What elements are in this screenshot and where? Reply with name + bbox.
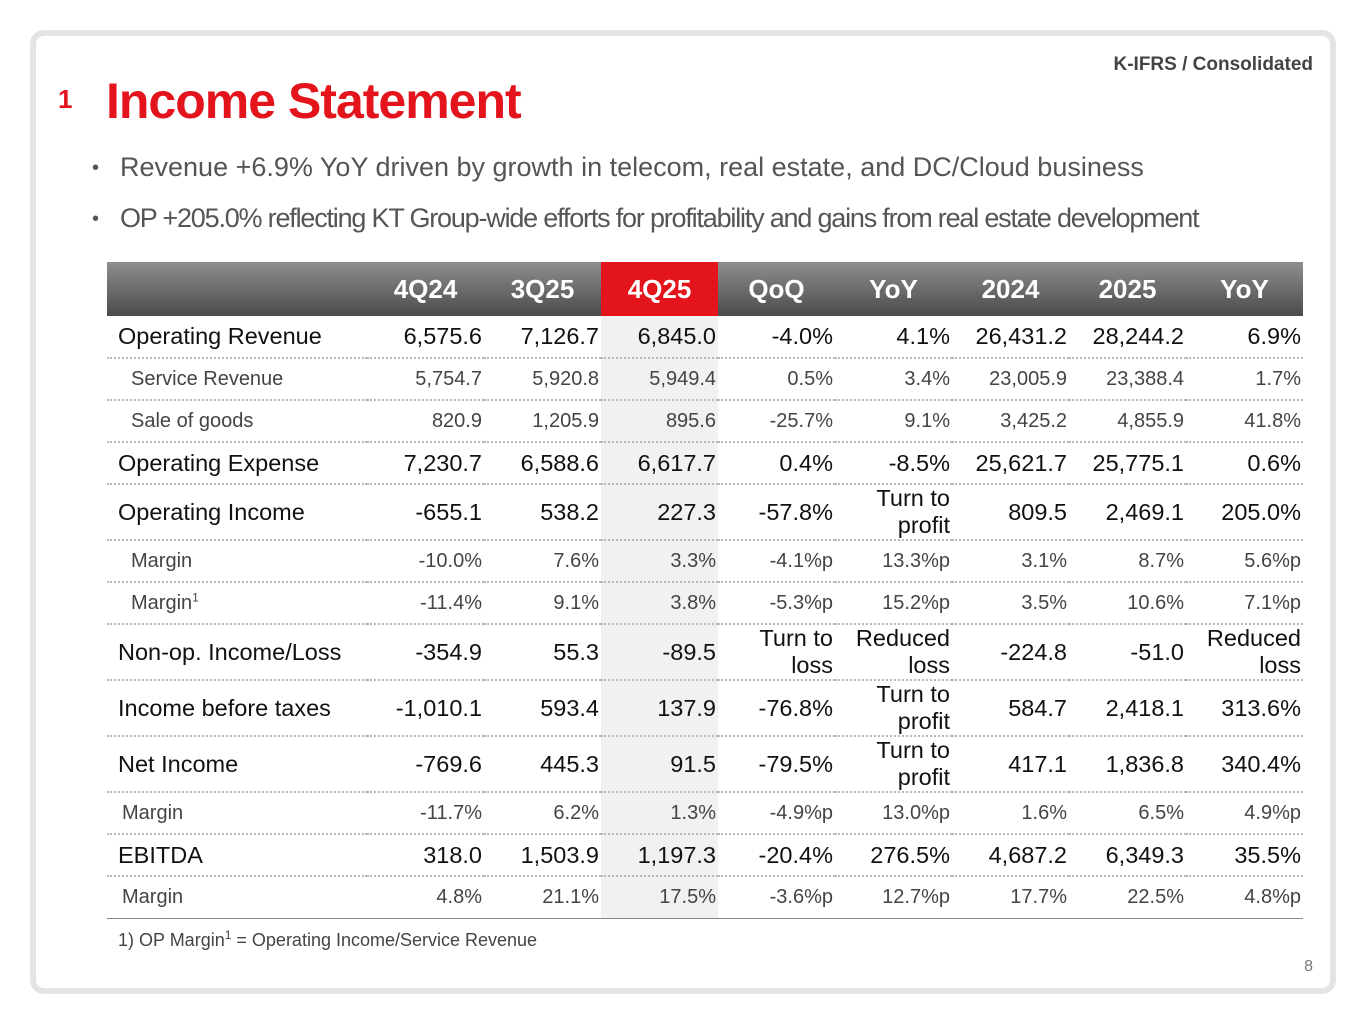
table-cell: -51.0	[1069, 624, 1186, 680]
table-cell: -4.9%p	[718, 792, 835, 834]
page-title: Income Statement	[106, 73, 521, 129]
table-cell: 8.7%	[1069, 540, 1186, 582]
table-cell: 6,845.0	[601, 316, 718, 358]
row-ebitda	[107, 834, 1303, 876]
row-income-before-taxes	[107, 680, 1303, 736]
table-cell: -89.5	[601, 624, 718, 680]
table-cell: -5.3%p	[718, 582, 835, 624]
table-cell: 1,205.9	[484, 400, 601, 442]
table-cell: 445.3	[484, 736, 601, 792]
table-cell: -4.0%	[718, 316, 835, 358]
table-cell: 1.7%	[1186, 358, 1303, 400]
row-op-margin	[107, 540, 1303, 582]
table-cell: 17.7%	[952, 876, 1069, 918]
table-cell: 3.5%	[952, 582, 1069, 624]
table-cell: 895.6	[601, 400, 718, 442]
row-op-margin-service	[107, 582, 1303, 624]
table-cell: 13.0%p	[835, 792, 952, 834]
row-label-text: Margin	[131, 591, 193, 614]
table-cell: 1.6%	[952, 792, 1069, 834]
row-label: Operating Revenue	[107, 316, 367, 358]
table-cell: 23,005.9	[952, 358, 1069, 400]
table-cell: 25,621.7	[952, 442, 1069, 484]
table-cell: -224.8	[952, 624, 1069, 680]
header-2025: 2025	[1069, 262, 1186, 316]
header-2024: 2024	[952, 262, 1069, 316]
header-4q24: 4Q24	[367, 262, 484, 316]
table-cell: 10.6%	[1069, 582, 1186, 624]
table-cell: 25,775.1	[1069, 442, 1186, 484]
row-operating-revenue	[107, 316, 1303, 358]
table-cell: 6,617.7	[601, 442, 718, 484]
table-cell: 137.9	[601, 680, 718, 736]
table-cell: 7.6%	[484, 540, 601, 582]
table-cell: 820.9	[367, 400, 484, 442]
header-qoq: QoQ	[718, 262, 835, 316]
table-cell: 91.5	[601, 736, 718, 792]
table-cell: 2,418.1	[1069, 680, 1186, 736]
table-cell: 4.8%	[367, 876, 484, 918]
table-cell: 9.1%	[484, 582, 601, 624]
table-cell: 6,349.3	[1069, 834, 1186, 876]
table-cell: 23,388.4	[1069, 358, 1186, 400]
table-cell: 1,836.8	[1069, 736, 1186, 792]
table-cell: -76.8%	[718, 680, 835, 736]
header-yoy-quarter: YoY	[835, 262, 952, 316]
row-service-revenue	[107, 358, 1303, 400]
table-cell: 1,197.3	[601, 834, 718, 876]
table-cell: 13.3%p	[835, 540, 952, 582]
section-number: 1	[58, 84, 73, 114]
accounting-basis: K-IFRS / Consolidated	[1113, 54, 1313, 75]
table-cell: 313.6%	[1186, 680, 1303, 736]
table-cell: 26,431.2	[952, 316, 1069, 358]
table-cell: -11.4%	[367, 582, 484, 624]
row-label: Income before taxes	[107, 680, 367, 736]
table-cell: 12.7%p	[835, 876, 952, 918]
bullet-dot-icon: •	[92, 208, 98, 231]
row-ebitda-margin	[107, 876, 1303, 918]
table-cell: 809.5	[952, 484, 1069, 540]
table-cell: -25.7%	[718, 400, 835, 442]
table-cell: -769.6	[367, 736, 484, 792]
footnote-marker: 1	[192, 589, 199, 604]
table-cell: 1,503.9	[484, 834, 601, 876]
table-cell: Turn to loss	[718, 624, 835, 680]
footnote-prefix: 1) OP Margin	[118, 930, 225, 950]
table-cell: Reduced loss	[1186, 624, 1303, 680]
table-cell: 276.5%	[835, 834, 952, 876]
bullet-text: Revenue +6.9% YoY driven by growth in telecom, real estate, and DC/Cloud business	[120, 152, 1144, 182]
row-non-op-income	[107, 624, 1303, 680]
table-cell: 3.3%	[601, 540, 718, 582]
row-net-income	[107, 736, 1303, 792]
page-number: 8	[1304, 958, 1313, 975]
table-cell: 6.5%	[1069, 792, 1186, 834]
header-yoy-annual: YoY	[1186, 262, 1303, 316]
table-cell: 6.9%	[1186, 316, 1303, 358]
table-cell: 340.4%	[1186, 736, 1303, 792]
table-cell: 22.5%	[1069, 876, 1186, 918]
bullet-revenue	[92, 152, 1144, 183]
table-cell: 21.1%	[484, 876, 601, 918]
bullet-dot-icon: •	[92, 157, 100, 180]
table-cell: -10.0%	[367, 540, 484, 582]
row-label: Sale of goods	[107, 400, 367, 442]
bullet-text: OP +205.0% reflecting KT Group-wide efforts for profitability and gains from real estate development	[120, 203, 1199, 233]
table-cell: -4.1%p	[718, 540, 835, 582]
table-cell: 0.6%	[1186, 442, 1303, 484]
income-statement-table	[107, 262, 1303, 919]
row-label: Margin	[107, 876, 367, 918]
table-cell: 3,425.2	[952, 400, 1069, 442]
table-cell: 28,244.2	[1069, 316, 1186, 358]
table-cell: 584.7	[952, 680, 1069, 736]
footnote	[118, 930, 537, 951]
header-4q25: 4Q25	[601, 262, 718, 316]
table-cell: -354.9	[367, 624, 484, 680]
row-label	[107, 582, 367, 624]
table-cell: 6,575.6	[367, 316, 484, 358]
table-cell: -11.7%	[367, 792, 484, 834]
table-cell: 0.5%	[718, 358, 835, 400]
table-cell: 5,949.4	[601, 358, 718, 400]
table-cell: 3.8%	[601, 582, 718, 624]
table-cell: -8.5%	[835, 442, 952, 484]
table-cell: 6.2%	[484, 792, 601, 834]
table-cell: 5.6%p	[1186, 540, 1303, 582]
header-label	[107, 262, 367, 316]
row-label: Service Revenue	[107, 358, 367, 400]
footnote-sup: 1	[224, 928, 232, 942]
row-label: Operating Expense	[107, 442, 367, 484]
table-cell: -3.6%p	[718, 876, 835, 918]
table-cell: 318.0	[367, 834, 484, 876]
table-cell: 538.2	[484, 484, 601, 540]
table-cell: 35.5%	[1186, 834, 1303, 876]
table-cell: 3.4%	[835, 358, 952, 400]
table-cell: 4,687.2	[952, 834, 1069, 876]
table-cell: Turn to profit	[835, 736, 952, 792]
table-cell: 7.1%p	[1186, 582, 1303, 624]
table-cell: 7,126.7	[484, 316, 601, 358]
table-cell: Turn to profit	[835, 680, 952, 736]
table-cell: 4,855.9	[1069, 400, 1186, 442]
footnote-suffix: = Operating Income/Service Revenue	[231, 930, 538, 950]
row-label: Margin	[107, 540, 367, 582]
row-net-margin	[107, 792, 1303, 834]
table-cell: 4.9%p	[1186, 792, 1303, 834]
table-cell: 593.4	[484, 680, 601, 736]
table-cell: Turn to profit	[835, 484, 952, 540]
table-cell: -1,010.1	[367, 680, 484, 736]
row-operating-expense	[107, 442, 1303, 484]
row-operating-income	[107, 484, 1303, 540]
table-cell: 1.3%	[601, 792, 718, 834]
table-cell: 55.3	[484, 624, 601, 680]
table-cell: 41.8%	[1186, 400, 1303, 442]
table-cell: -79.5%	[718, 736, 835, 792]
row-label: Margin	[107, 792, 367, 834]
table-cell: Reduced loss	[835, 624, 952, 680]
table-cell: 227.3	[601, 484, 718, 540]
table-cell: 4.8%p	[1186, 876, 1303, 918]
table-cell: 15.2%p	[835, 582, 952, 624]
table-cell: 5,920.8	[484, 358, 601, 400]
row-label: Net Income	[107, 736, 367, 792]
row-label: Non-op. Income/Loss	[107, 624, 367, 680]
table-cell: 417.1	[952, 736, 1069, 792]
table-cell: 6,588.6	[484, 442, 601, 484]
table-cell: 7,230.7	[367, 442, 484, 484]
table-cell: 3.1%	[952, 540, 1069, 582]
table-cell: 5,754.7	[367, 358, 484, 400]
row-label: Operating Income	[107, 484, 367, 540]
table-cell: 4.1%	[835, 316, 952, 358]
table-cell: -57.8%	[718, 484, 835, 540]
table-cell: -655.1	[367, 484, 484, 540]
table-cell: 17.5%	[601, 876, 718, 918]
table-cell: 9.1%	[835, 400, 952, 442]
table-header-row	[107, 262, 1303, 316]
table-cell: 0.4%	[718, 442, 835, 484]
header-3q25: 3Q25	[484, 262, 601, 316]
table-cell: 205.0%	[1186, 484, 1303, 540]
table-cell: -20.4%	[718, 834, 835, 876]
row-label: EBITDA	[107, 834, 367, 876]
table-cell: 2,469.1	[1069, 484, 1186, 540]
row-sale-of-goods	[107, 400, 1303, 442]
bullet-op	[92, 203, 1198, 234]
